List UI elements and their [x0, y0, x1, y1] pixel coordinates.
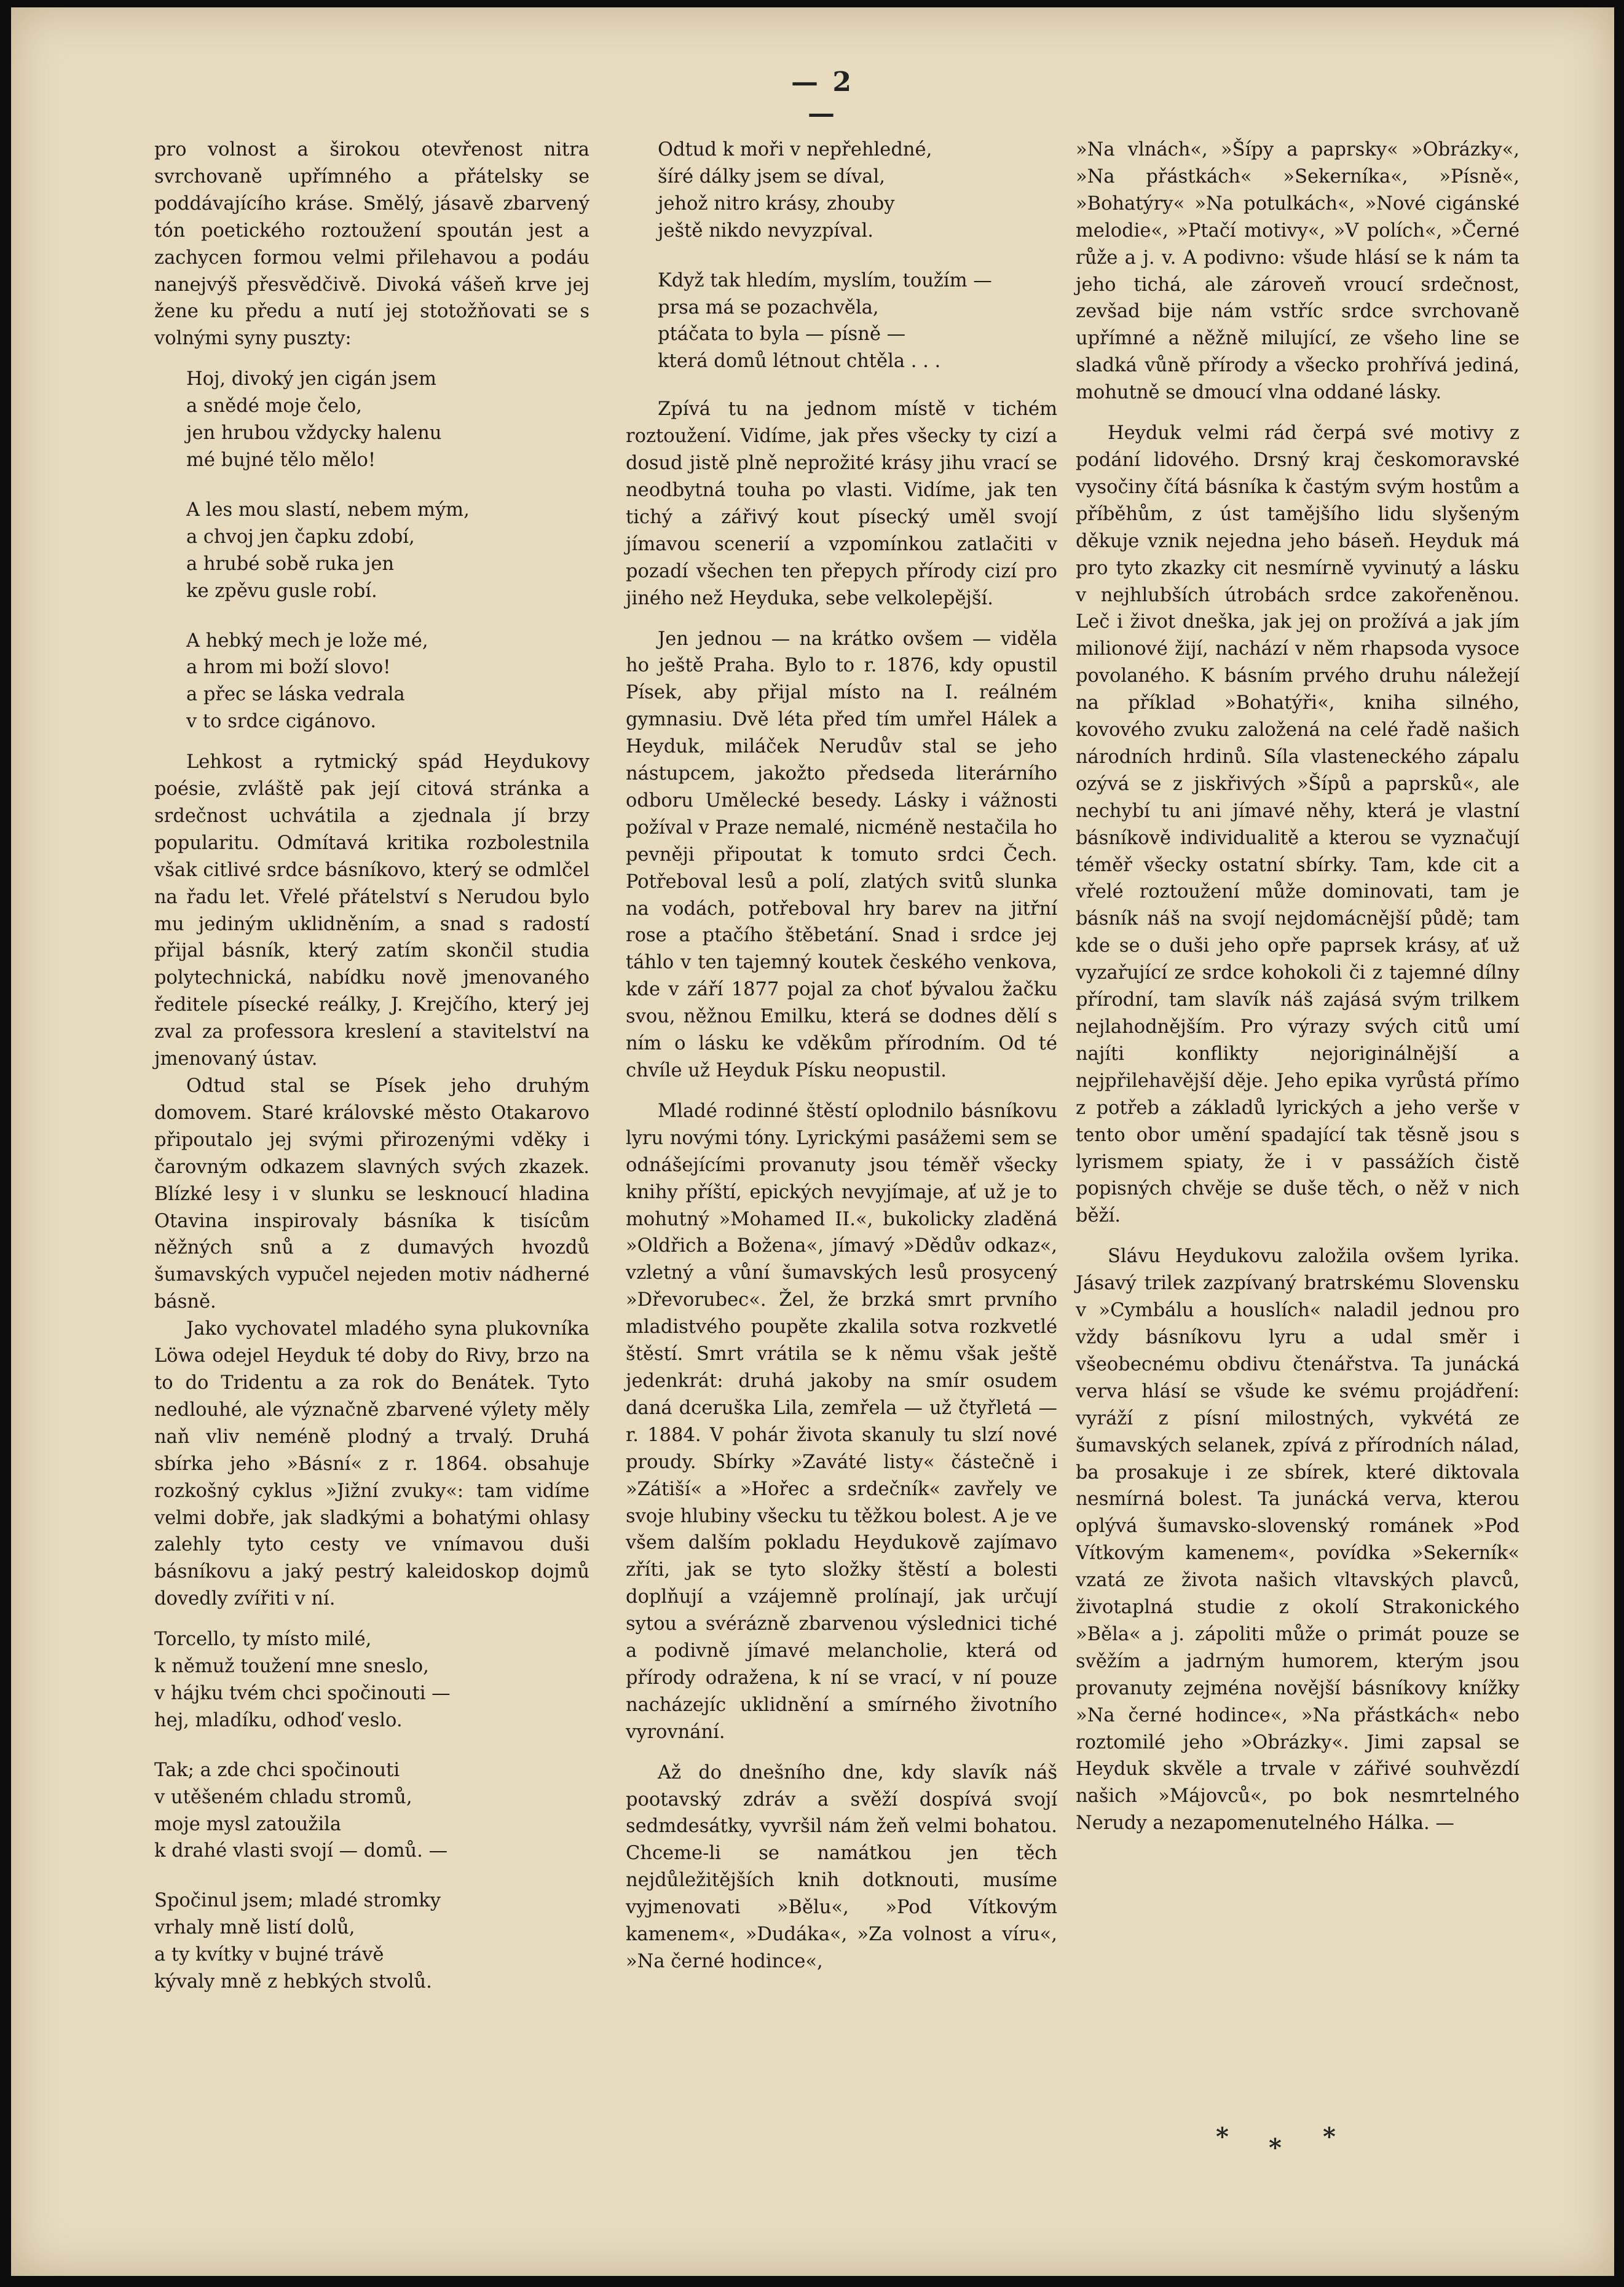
poem-odtud	[626, 136, 1057, 375]
paragraph: Zpívá tu na jednom místě v tichém roztoužení. Vidíme, jak přes všecky ty cizí a dosud jistě plně neprožité krásy jihu vrací se neodbytná touha po vlasti. Vidíme, jak ten tichý a zářivý kout písecký uměl svojí jímavou scenerií a vzpomínkou zatlačiti v pozadí všechen ten přepych přírody cizí pro jiného než Heyduka, sebe velkolepější.	[626, 398, 1057, 609]
stanza	[658, 267, 1057, 376]
verse-line: v to srdce cigánovo.	[186, 711, 377, 733]
verse-line: mé bujné tělo mělo!	[186, 449, 376, 471]
verse-line: Torcello, ty místo milé,	[154, 1629, 372, 1651]
stanza	[154, 1887, 589, 1996]
verse-line: vrhaly mně listí dolů,	[154, 1917, 355, 1939]
asterisk: *	[1269, 2133, 1282, 2162]
verse-line: šíré dálky jsem se díval,	[658, 165, 885, 188]
verse-line: Hoj, divoký jen cigán jsem	[186, 368, 436, 390]
paragraph: Heyduk velmi rád čerpá své motivy z podání lidového. Drsný kraj českomoravské vysočiny čítá básníka k častým svým hostům a příběhům, z úst tamějšího lidu slyšeným děkuje vznik nejedna jeho báseň. Heyduk má pro tyto zkazky cit nesmírně vyvinutý a lásku v nejhlubších útrobách srdce zakořeněnou. Leč i život dneška, jak jej on prožívá a jak jím milionové žijí, nachází v něm rhapsoda vysoce povolaného. K básním prvého druhu náležejí na příklad »Bohatýři«, kniha silného, kovového zvuku založená na celé řadě našich národních hrdinů. Síla vlasteneckého zápalu ozývá se z jiskřivých »Šípů a paprsků«, ale nechybí tu ani jímavé něhy, která je vlastní básníkově individualitě a kterou se vyznačují téměř všecky ostatní sbírky. Tam, kde cit a vřelé roztoužení může dominovati, tam je básník náš na svojí nejdomácnější půdě; tam kde se o duši jeho opře paprsek krásy, ať už vyzařující ze srdce kohokoli či z tajemné dílny přírodní, tam slavík náš zajásá svým trilkem nejlahodnějším. Pro výrazy svých citů umí najíti konflikty nejoriginálnější a nejpřilehavější děje. Jeho epika vyrůstá přímo z potřeb a základů lyrických a jeho verše v tento obor umění spadající tak těsně jsou s lyrismem spiaty, že i v passážích čistě popisných chvěje se duše těch, o něž v nich běží.	[1076, 422, 1520, 1227]
verse-line: Spočinul jsem; mladé stromky	[154, 1890, 441, 1912]
verse-line: v hájku tvém chci spočinouti —	[154, 1682, 451, 1704]
verse-line: Tak; a zde chci spočinouti	[154, 1759, 400, 1781]
column-2	[626, 136, 1057, 1975]
stanza	[154, 1757, 589, 1865]
paragraph: Slávu Heydukovu založila ovšem lyrika. Jásavý trilek zazpívaný bratrskému Slovensku v »Cymbálu a houslích« naladil jednou pro vždy básníkovu lyru a udal směr i všeobecnému obdivu čtenářstva. Ta junácká verva hlásí se všude ke svému projádření: vyráží z písní milostných, vykvétá ze šumavských selanek, zpívá z přírodních nálad, ba prosakuje i ze sbírek, které diktovala nesmírná bolest. Ta junácká verva, kterou oplývá šumavsko-slovenský románek »Pod Vítkovým kamenem«, povídka »Sekerník« vzatá ze života našich vltavských plavců, životaplná studie z okolí Strakonického »Běla« a j. zápoliti může o primát pouze se svěžím a jadrným humorem, kterým jsou provanuty zejména novější básníkovy knížky »Na černé hodince«, »Na přástkách« nebo roztomilé jeho »Obrázky«. Jimi zapsal se Heyduk skvěle a trvale v zářivé souhvězdí našich »Májovců«, po bok nesmrtelného Nerudy a nezapomenutelného Hálka. —	[1076, 1246, 1520, 1835]
stanza	[186, 366, 589, 474]
paragraph: Odtud stal se Písek jeho druhým domovem. Staré královské město Otakarovo připoutalo jej svými přirozenými vděky i čarovným odkazem slavných svých zkazek. Blízké lesy i v slunku se lesknoucí hladina Otavina inspirovaly básníka k tisícům něžných snů a z dumavých hvozdů šumavských vypučel nejeden motiv nádherné básně.	[154, 1075, 589, 1313]
verse-line: a ty kvítky v bujné trávě	[154, 1944, 384, 1966]
verse-line: moje mysl zatoužila	[154, 1813, 342, 1835]
poem-cigan	[154, 366, 589, 735]
verse-line: k drahé vlasti svojí — domů. —	[154, 1840, 448, 1862]
verse-line: která domů létnout chtěla . . .	[658, 350, 941, 373]
verse-line: A hebký mech je lože mé,	[186, 630, 428, 652]
verse-line: ke zpěvu gusle robí.	[186, 580, 377, 602]
verse-line: A les mou slastí, nebem mým,	[186, 499, 470, 521]
section-divider-asterisks	[1216, 2122, 1376, 2171]
asterisk: *	[1216, 2122, 1229, 2151]
verse-line: kývaly mně z hebkých stvolů.	[154, 1971, 432, 1993]
stanza	[154, 1626, 589, 1734]
page-number: — 2 —	[791, 66, 854, 129]
paragraph: Mladé rodinné štěstí oplodnilo básníkovu lyru novými tóny. Lyrickými pasážemi sem se odnášejícími provanuty jsou téměř všecky knihy příští, epických nevyjímaje, ať už je to mohutný »Mohamed II.«, bukolicky zladěná »Oldřich a Božena«, jímavý »Dědův odkaz«, vzletný a vůní šumavských lesů prosycený »Dřevorubec«. Žel, že brzká smrt prvního mladistvého poupěte zkalila sotva rozkvetlé štěstí. Smrt vrátila se k němu však ještě jedenkrát: druhá jakoby na smír osudem daná dceruška Lila, zemřela — už čtyřletá — r. 1884. V pohár života skanuly tu slzí nové proudy. Sbírky »Zaváté listy« částečně i »Zátiší« a »Hořec a srdečník« zavřely ve svoje hlubiny všecku tu těžkou bolest. A je ve všem dalším pokladu Heydukově zajímavo zříti, jak se tyto složky štěstí a bolesti doplňují a vzájemně prolínají, jak určují sytou a svérázně zbarvenou výslednici tiché a podivně jímavé melancholie, která od přírody odražena, k ní se vrací, v ní pouze nacházejíc uklidnění a smírného životního vyrovnání.	[626, 1100, 1057, 1743]
verse-line: jehož nitro krásy, zhouby	[658, 192, 895, 215]
paragraph: »Na vlnách«, »Šípy a paprsky« »Obrázky«, »Na přástkách« »Sekerníka«, »Písně«, »Bohatýry« »Na potulkách«, »Nové cigánské melodie«, »Ptačí motivy«, »V polích«, »Černé růže a j. v. A podivno: všude hlásí se k nám ta jeho tichá, ale zároveň vroucí srdečnost, zevšad bije nám vstříc srdce svrchovaně upřímné a něžně milující, ze všeho line se sladká vůně přírody a všecko prohřívá jediná, mohutně se dmoucí vlna oddané lásky.	[1076, 139, 1520, 404]
verse-line: a hrom mi boží slovo!	[186, 657, 391, 679]
stanza	[658, 136, 1057, 245]
verse-line: ptáčata to byla — písně —	[658, 323, 906, 346]
asterisk: *	[1323, 2122, 1336, 2151]
paragraph: Až do dnešního dne, kdy slavík náš pootavský zdráv a svěží dospívá svojí sedmdesátky, vyvršil nám žeň velmi bohatou. Chceme-li se namátkou jen těch nejdůležitějších knih dotknouti, musíme vyjmenovati »Bělu«, »Pod Vítkovým kamenem«, »Dudáka«, »Za volnost a víru«, »Na černé hodince«,	[626, 1761, 1057, 1972]
paragraph: Jako vychovatel mladého syna plukovníka Löwa odejel Heyduk té doby do Rivy, brzo na to do Tridentu a za rok do Benátek. Tyto nedlouhé, ale význačně zbarvené výlety měly naň vliv neméně plodný a trvalý. Druhá sbírka jeho »Básní« z r. 1864. obsahuje rozkošný cyklus »Jižní zvuky«: tam vidíme velmi dobře, jak sladkými a bohatými ohlasy zalehly tyto cesty ve vnímavou duši básníkovu a jaký pestrý kaleidoskop dojmů dovedly zvířiti v ní.	[154, 1318, 589, 1610]
verse-line: a hrubé sobě ruka jen	[186, 553, 395, 575]
verse-line: v utěšeném chladu stromů,	[154, 1786, 412, 1808]
verse-line: k němuž toužení mne sneslo,	[154, 1656, 429, 1678]
paragraph: pro volnost a širokou otevřenost nitra svrchovaně upřímného a přátelsky se poddávajícího kráse. Smělý, jásavě zbarvený tón poetického roztoužení spoután jest a zachycen formou velmi přilehavou a podáu nanejvýš přesvědčivě. Divoká vášeň krve jej žene ku předu a nutí jej stotožňovati se s volnými syny puszty:	[154, 139, 589, 350]
verse-line: hej, mladíku, odhoď veslo.	[154, 1709, 403, 1731]
verse-line: a chvoj jen čapku zdobí,	[186, 526, 415, 548]
verse-line: jen hrubou vždycky halenu	[186, 422, 442, 444]
verse-line: a snědé moje čelo,	[186, 395, 362, 417]
paragraph: Jen jednou — na krátko ovšem — viděla ho ještě Praha. Bylo to r. 1876, kdy opustil Písek, aby přijal místo na I. reálném gymnasiu. Dvě léta před tím umřel Hálek a Heyduk, miláček Nerudův stal se jeho nástupcem, jakožto předseda literárního odboru Umělecké besedy. Lásky i vážnosti požíval v Praze nemalé, nicméně nestačila ho pevněji připoutat k tomuto srdci Čech. Potřeboval lesů a polí, zlatých svitů slunka na vodách, potřeboval hry barev na jitřní rose a ptačího štěbetání. Snad i srdce jej táhlo v ten tajemný koutek českého venkova, kde v září 1877 pojal za choť bývalou žačku svou, něžnou Emilku, která se dodnes dělí s ním o lásku ke vděkům přírodním. Od té chvíle už Heyduk Písku neopustil.	[626, 628, 1057, 1081]
verse-line: Když tak hledím, myslím, toužím —	[658, 269, 992, 291]
paragraph: Lehkost a rytmický spád Heydukovy poésie, zvláště pak její citová stránka a srdečnost uchvátila a zjednala jí brzy popularitu. Odmítavá kritika rozbolestnila však citlivé srdce básníkovo, který se odmlčel na řadu let. Vřelé přátelství s Nerudou bylo mu jediným uklidněním, a snad s radostí přijal básník, který zatím skončil studia polytechnická, nabídku nově jmenovaného ředitele písecké reálky, J. Krejčího, který jej zval za professora kreslení a stavitelství na jmenovaný ústav.	[154, 751, 589, 1070]
verse-line: ještě nikdo nevyzpíval.	[658, 219, 873, 242]
stanza	[186, 497, 589, 605]
verse-line: prsa má se pozachvěla,	[658, 296, 879, 318]
stanza	[186, 628, 589, 736]
poem-torcello	[154, 1626, 589, 1996]
page	[11, 7, 1614, 2276]
verse-line: Odtud k moři v nepřehledné,	[658, 139, 932, 160]
column-3	[1076, 136, 1520, 1837]
column-1	[154, 136, 589, 2009]
verse-line: a přec se láska vedrala	[186, 684, 405, 706]
